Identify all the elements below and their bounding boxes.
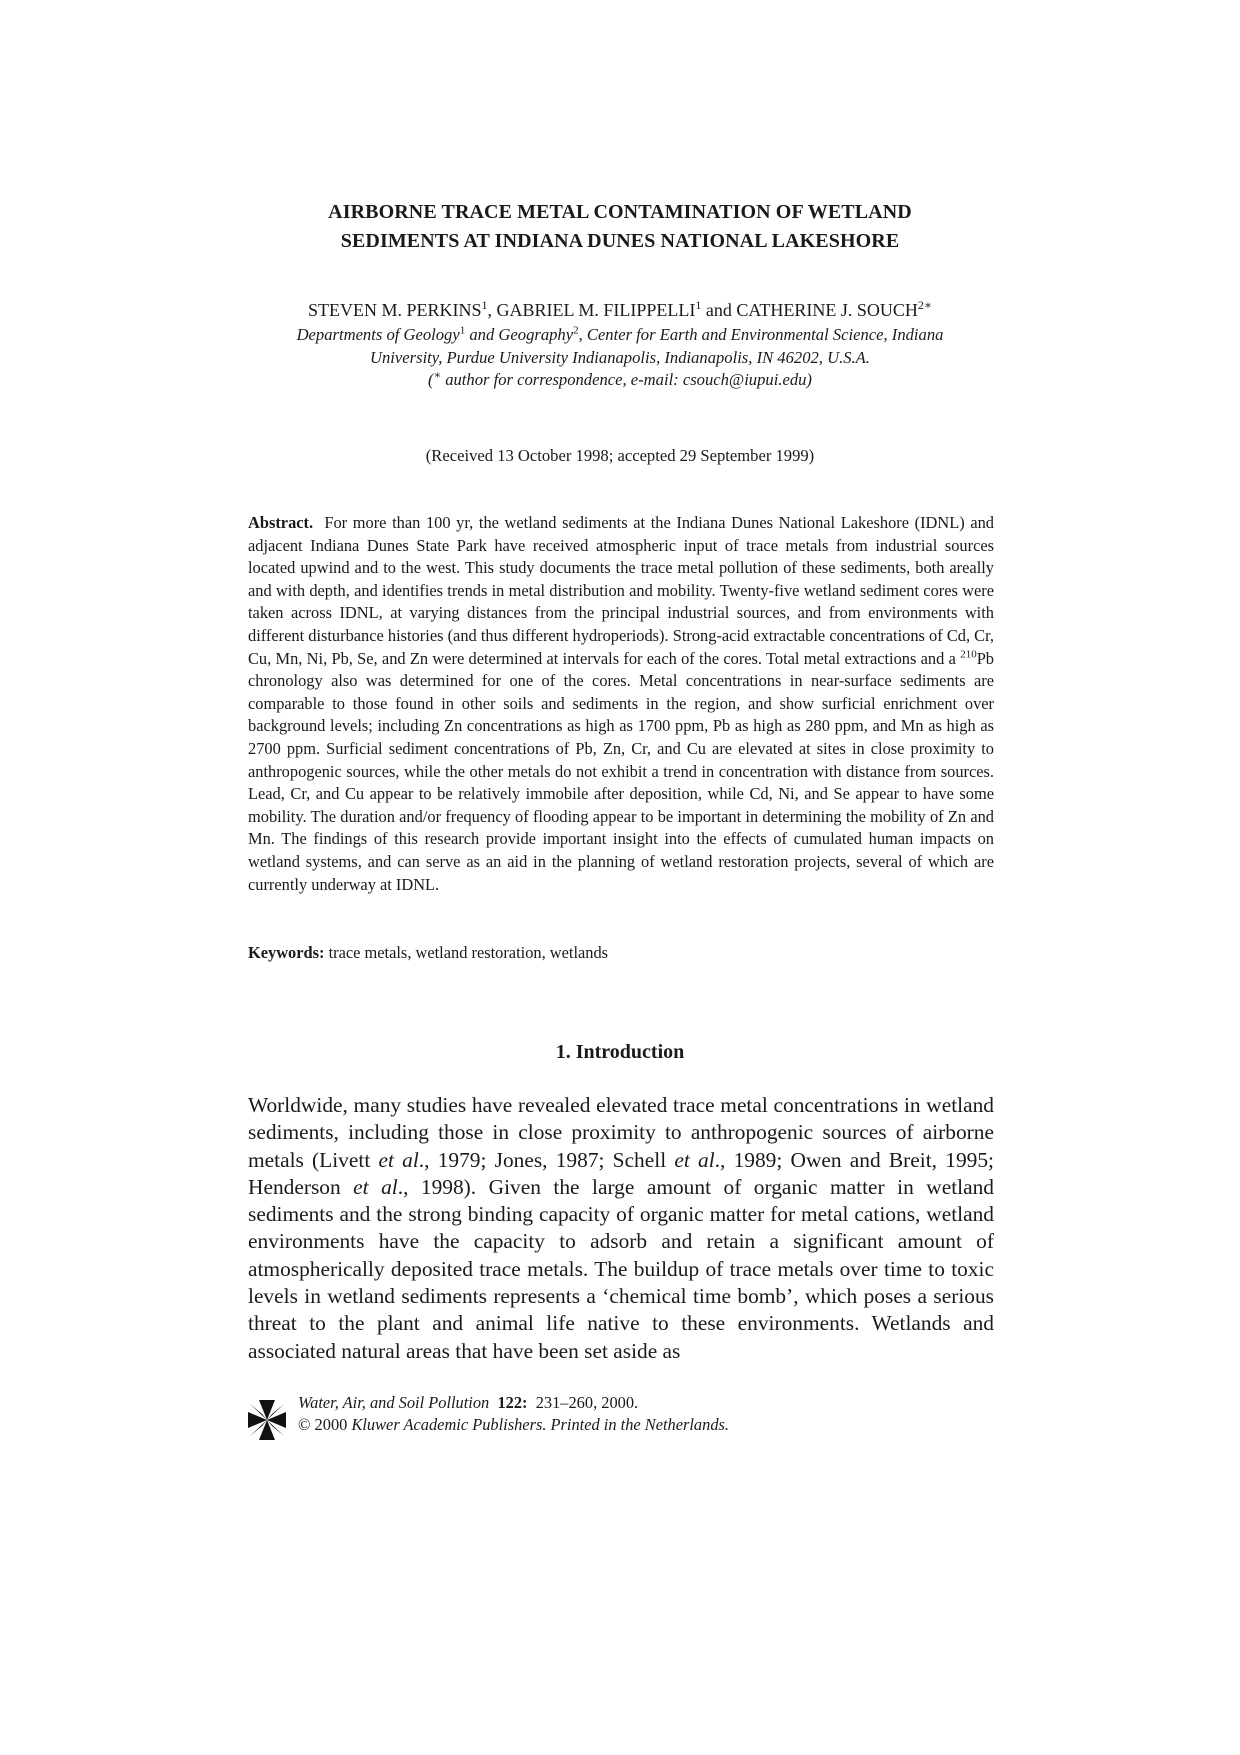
affiliation-mark: 1	[459, 324, 466, 337]
copyright-prefix: © 2000	[298, 1415, 352, 1434]
affiliation-line-2: University, Purdue University Indianapolis, Indianapolis, IN 46202, U.S.A.	[370, 347, 870, 367]
affiliation-line-1	[200, 324, 1040, 347]
keywords-label: Keywords:	[248, 943, 325, 962]
journal-citation	[298, 1392, 729, 1436]
journal-pages: 231–260, 2000.	[535, 1393, 639, 1412]
citation-et-al: et al	[674, 1147, 715, 1172]
title-line-2: SEDIMENTS AT INDIANA DUNES NATIONAL LAKESHORE	[340, 230, 900, 252]
correspondence-text: author for correspondence, e-mail: csouch@iupui.edu)	[441, 370, 812, 389]
intro-text: ., 1979; Jones, 1987; Schell	[418, 1147, 675, 1172]
author-list	[200, 298, 1040, 322]
affiliation-block	[200, 324, 1040, 392]
paper-title	[200, 198, 1040, 256]
author-affil-mark: 2∗	[917, 298, 932, 312]
received-dates: (Received 13 October 1998; accepted 29 September 1999)	[425, 446, 815, 465]
section-heading: 1. Introduction	[555, 1041, 685, 1063]
intro-text: ., 1989; Owen and Breit, 1995; Henderson	[248, 1147, 994, 1199]
abstract	[248, 512, 994, 896]
author-affil-mark: 1	[481, 298, 488, 312]
keywords-text: trace metals, wetland restoration, wetlands	[328, 943, 609, 962]
affiliation-text: , Center for Earth and Environmental Science, Indiana	[578, 325, 944, 344]
keywords	[248, 942, 994, 964]
affiliation-mark: 2	[573, 324, 579, 337]
affiliation-text: and Geography	[465, 325, 574, 344]
introduction-paragraph	[248, 1092, 994, 1365]
journal-footer	[248, 1392, 948, 1452]
author-name: STEVEN M. PERKINS	[307, 300, 482, 320]
author-separator: ,	[487, 300, 497, 320]
intro-text: Worldwide, many studies have revealed elevated trace metal concentrations in wetland sediments, including those in close proximity to anthropogenic sources of airborne metals (Livett	[248, 1093, 994, 1172]
citation-et-al: et al	[353, 1174, 398, 1199]
author-name: GABRIEL M. FILIPPELLI	[496, 300, 696, 320]
journal-volume: 122:	[497, 1393, 528, 1412]
abstract-text-continued: Pb chronology also was determined for one of the cores. Metal concentrations in near-surface sediments are comparable to those found in other soils and sediments in the region, and show surficial enrichment over background levels; including Zn concentrations as high as 1700 ppm, Pb as high as 280 ppm, and Mn as high as 2700 ppm. Surficial sediment concentrations of Pb, Zn, Cr, and Cu are elevated at sites in close proximity to anthropogenic sources, while the other metals do not exhibit a trend in concentration with distance from sources. Lead, Cr, and Cu appear to be relatively immobile after deposition, while Cd, Ni, and Se appear to have some mobility. The duration and/or frequency of flooding appear to be important in determining the mobility of Zn and Mn. The findings of this research provide important insight into the effects of cumulated human impacts on wetland systems, and can serve as an aid in the planning of wetland restoration projects, several of which are currently underway at IDNL.	[248, 648, 994, 894]
author-separator: and	[701, 300, 737, 320]
correspondence-paren: (	[428, 370, 434, 389]
publisher-name: Kluwer Academic Publishers. Printed in the Netherlands.	[351, 1415, 729, 1434]
journal-name: Water, Air, and Soil Pollution	[298, 1393, 490, 1412]
publisher-logo-icon	[248, 1400, 286, 1440]
citation-et-al: et al	[378, 1147, 419, 1172]
abstract-label: Abstract.	[248, 513, 314, 532]
affiliation-text: Departments of Geology	[296, 325, 460, 344]
copyright-line	[298, 1414, 729, 1436]
author-affil-mark: 1	[695, 298, 702, 312]
journal-line	[298, 1392, 729, 1414]
author-name: CATHERINE J. SOUCH	[736, 300, 918, 320]
title-line-1: AIRBORNE TRACE METAL CONTAMINATION OF WETLAND	[328, 201, 912, 223]
correspondence-line	[200, 369, 1040, 392]
abstract-text: For more than 100 yr, the wetland sediments at the Indiana Dunes National Lakeshore (IDNL) and adjacent Indiana Dunes State Park have received atmospheric input of trace metals from industrial sources located upwind and to the west. This study documents the trace metal pollution of these sediments, both areally and with depth, and identifies trends in metal distribution and mobility. Twenty-five wetland sediment cores were taken across IDNL, at varying distances from the principal industrial sources, and from environments with different disturbance histories (and thus different hydroperiods). Strong-acid extractable concentrations of Cd, Cr, Cu, Mn, Ni, Pb, Se, and Zn were determined at intervals for each of the cores. Total metal extractions and a	[248, 513, 994, 668]
isotope-superscript: 210	[960, 648, 977, 661]
correspondence-star: ∗	[433, 369, 442, 382]
intro-text: ., 1998). Given the large amount of organic matter in wetland sediments and the strong binding capacity of organic matter for metal cations, wetland environments have the capacity to adsorb and retain a significant amount of atmospherically deposited trace metals. The buildup of trace metals over time to toxic levels in wetland sediments represents a ‘chemical time bomb’, which poses a serious threat to the plant and animal life native to these environments. Wetlands and associated natural areas that have been set aside as	[248, 1174, 994, 1363]
